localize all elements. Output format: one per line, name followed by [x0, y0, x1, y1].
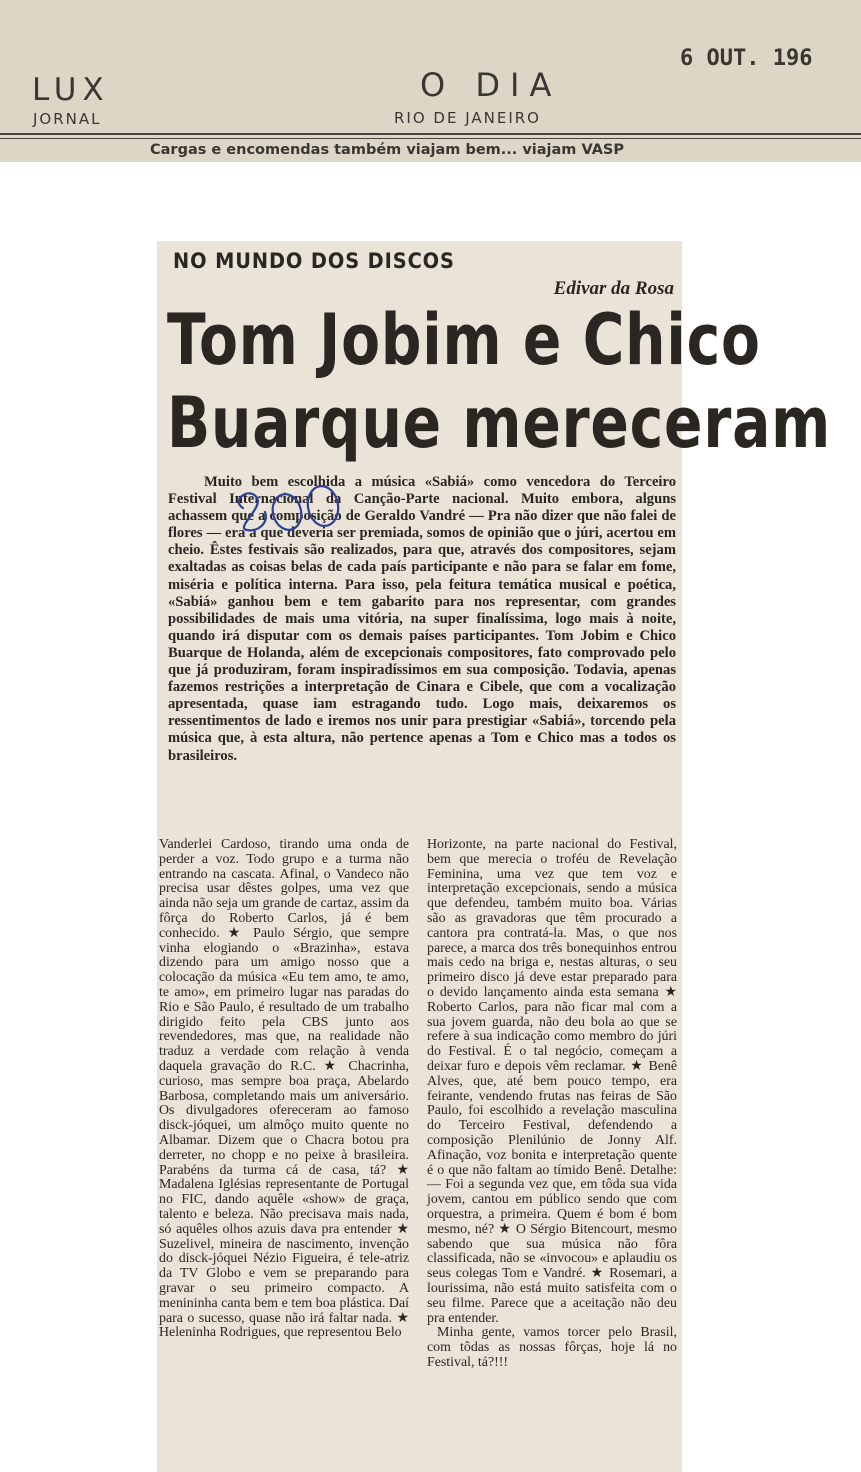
lux-logo: LUX — [32, 72, 110, 108]
author-byline: Edivar da Rosa — [553, 278, 674, 299]
newspaper-city: RIO DE JANEIRO — [394, 109, 541, 127]
newspaper-name: O DIA — [420, 66, 562, 104]
article-clipping — [157, 241, 832, 1472]
date-stamp: 6 OUT. 196 — [680, 46, 813, 71]
section-title: NO MUNDO DOS DISCOS — [173, 249, 455, 274]
slogan: Cargas e encomendas também viajam bem... viajam VASP — [150, 142, 624, 158]
column-right-closing: Minha gente, vamos torcer pelo Brasil, com tôdas as nossas fôrças, hoje lá no Festival, tá?!!! — [427, 1325, 677, 1370]
headline-line-1: Tom Jobim e Chico — [167, 299, 761, 381]
column-left-text: Vanderlei Cardoso, tirando uma onda de perder a voz. Todo grupo e a turma não entrando na cascata. Afinal, o Vandeco não precisa usar dêstes golpes, uma vez que ainda não seja um grande de cartaz, assim da fôrça do Roberto Carlos, já é bem conhecido. ★ Paulo Sérgio, que sempre vinha elogiando o «Brazinha», estava dizendo para um amigo nosso que a colocação da música «Eu tem amo, te amo, te amo», em primeiro lugar nas paradas do Rio e São Paulo, é resultado de um trabalho dirigido feito pela CBS junto aos revendedores, mas que, na realidade não traduz a verdade com relação à venda daquela gravação do R.C. ★ Chacrinha, curioso, mas sempre boa praça, Abelardo Barbosa, completando mais um aniversário. Os divulgadores ofereceram ao famoso disck-jóquei, um almôço muito quente no Albamar. Dizem que o Chacra botou pra derreter, no chopp e no peixe à brasileira. Parabéns da turma cá de casa, tá? ★ Madalena Iglésias representante de Portugal no FIC, dando aquêle «show» de graça, talento e beleza. Não precisava mais nada, só aquêles olhos azuis dava pra entender ★ Suzelivel, mineira de nascimento, invenção do disck-jóquei Nézio Figueira, é tele-atriz da TV Globo e vem se preparando para gravar o seu primeiro compacto. A menininha canta bem e tem boa plástica. Daí para o sucesso, quase não irá faltar nada. ★ Heleninha Rodrigues, que representou Belo — [159, 837, 409, 1341]
headline-line-2: Buarque mereceram — [167, 382, 832, 464]
header-rule-thin — [0, 138, 861, 139]
text-column-right — [427, 838, 677, 1371]
header-rule — [0, 133, 861, 135]
column-right-text: Horizonte, na parte nacional do Festival, bem que merecia o troféu de Revelação Feminina, uma vez que tem voz e interpretação excepcionais, sendo a música que defendeu, também muito boa. Várias são as gravadoras que têm procurado a cantora pra contratá-la. Mas, o que nos parece, a marca dos três bonequinhos entrou mais cedo na briga e, nestas alturas, o seu primeiro disco já deve estar preparado para o devido lançamento ainda esta semana ★ Roberto Carlos, para não ficar mal com a sua jovem guarda, não deu bola ao que se refere à sua indicação como membro do júri do Festival. É o tal negócio, começam a deixar furo e depois vêm reclamar. ★ Benê Alves, que, até bem pouco tempo, era feirante, vendendo frutas nas feiras de São Paulo, foi escolhido a revelação masculina do Terceiro Festival, defendendo a composição Plenilúnio de Jonny Alf. Afinação, voz bonita e interpretação quente é o que não faltam ao tímido Benê. Detalhe: — Foi a segunda vez que, em tôda sua vida jovem, cantou em público sendo que com orquestra, a primeira. Quem é bom é bom mesmo, né? ★ O Sérgio Bitencourt, mesmo sabendo que sua música não fôra classificada, não se «invocou» e aplaudiu os seus colegas Tom e Vandré. ★ Rosemari, a lourissima, não está muito satisfeita com o seu filme. Parece que a aceitação não deu pra entender. — [427, 837, 677, 1326]
text-column-left — [159, 838, 409, 1341]
lead-paragraph: Muito bem escolhida a música «Sabiá» como vencedora do Terceiro Festival Internacional da Canção-Parte nacional. Muito embora, alguns achassem que a composição de Geraldo Vandré — Pra não dizer que não falei de flores — era a que deveria ser premiada, somos de opinião que o júri, acertou em cheio. Êstes festivais são realizados, para que, através dos compositores, sejam exaltadas as coisas belas de cada país participante e não para se falar em fome, miséria e política interna. Para isso, pela feitura temática musical e poética, «Sabiá» ganhou bem e tem gabarito para nos representar, com grandes possibilidades de mais uma vitória, na super finalíssima, logo mais à noite, quando irá disputar com os demais países participantes. Tom Jobim e Chico Buarque de Holanda, além de excepcionais compositores, fato comprovado pelo que já produziram, foram inspiradíssimos em sua composição. Todavia, apenas fazemos restrições a interpretação de Cinara e Cibele, que com a vocalização apresentada, quase iam estragando tudo. Logo mais, deixaremos os ressentimentos de lado e iremos nos unir para prestigiar «Sabiá», torcendo pela música que, à esta altura, não pertence apenas a Tom e Chico mas a todos os brasileiros. — [168, 474, 676, 764]
lux-subtitle: JORNAL — [33, 110, 102, 128]
newspaper-header — [0, 0, 861, 162]
